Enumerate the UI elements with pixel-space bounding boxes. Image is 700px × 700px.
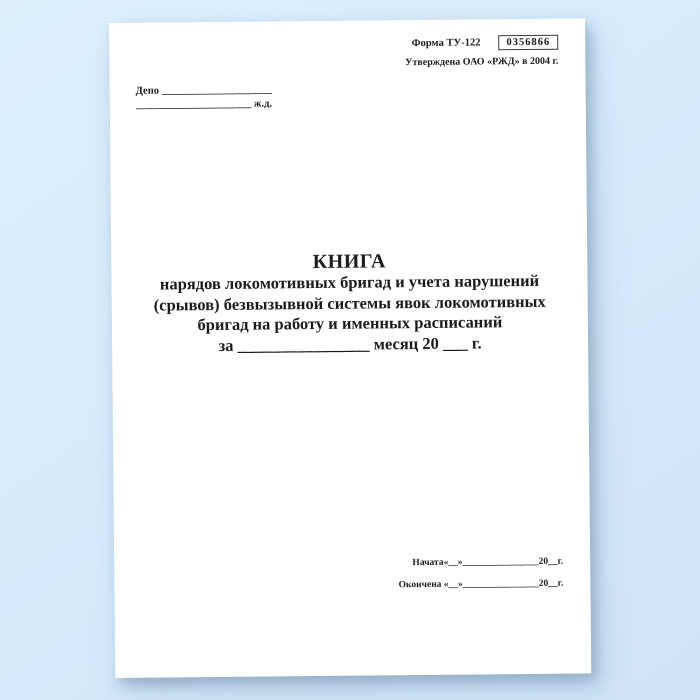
depot-line-2: ______________________ ж.д.	[135, 97, 273, 111]
title-block	[111, 248, 588, 357]
footer-block	[398, 556, 563, 593]
form-meta-block	[405, 35, 559, 69]
started-line: Начата«__»________________20__г.	[412, 556, 564, 569]
subtitle-line-3: бригад на работу и именных расписаний	[197, 312, 503, 335]
form-code-row	[405, 35, 558, 51]
subtitle-line-2: (срывов) безвызывной системы явок локомотивных	[153, 291, 546, 315]
subtitle-line-1: нарядов локомотивных бригад и учета нарушений	[159, 270, 540, 294]
approved-note: Утверждена ОАО «РЖД» в 2004 г.	[405, 55, 559, 69]
form-number-box	[498, 35, 558, 51]
form-number: 0356866	[506, 36, 551, 49]
document-page	[109, 18, 591, 678]
depot-block	[136, 83, 273, 111]
form-code-label: Форма ТУ-122	[411, 37, 481, 50]
period-line: за ________________ месяц 20 ___ г.	[218, 332, 482, 355]
finished-line: Окончена «__»________________20__г.	[398, 578, 564, 591]
book-title: КНИГА	[312, 250, 386, 274]
depot-line-1: Депо _____________________	[135, 84, 272, 97]
